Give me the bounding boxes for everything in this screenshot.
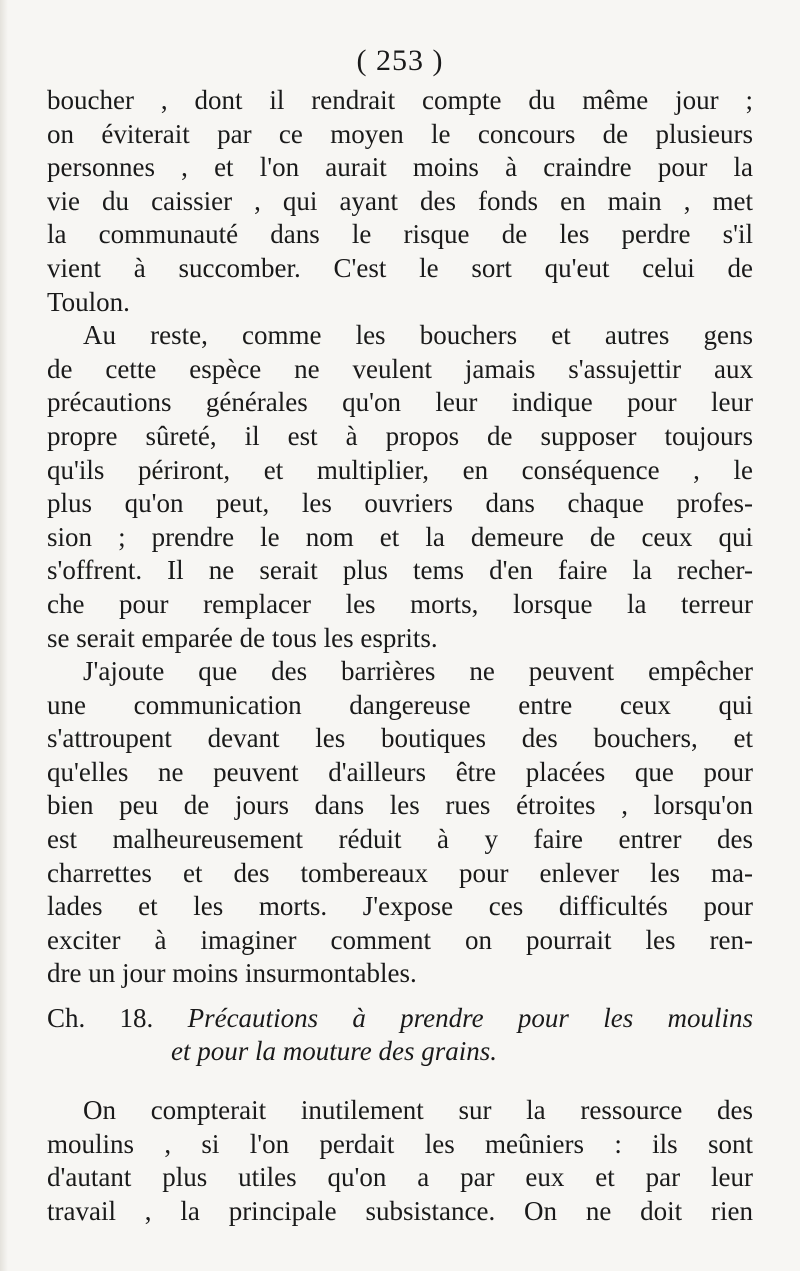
text-line: moulins , si l'on perdait les meûniers : ils sont (47, 1128, 753, 1159)
body-text (47, 84, 753, 991)
text-line: s'attroupent devant les boutiques des bouchers, et (47, 723, 753, 754)
text-line: est malheureusement réduit à y faire entrer des (47, 824, 753, 855)
text-line: dre un jour moins insurmontables. (47, 958, 417, 989)
text-line: se serait emparée de tous les esprits. (47, 622, 438, 653)
paragraph-2 (47, 319, 753, 655)
text-line: on éviterait par ce moyen le concours de plusieurs (47, 118, 753, 149)
chapter-title-line-1 (47, 1002, 753, 1035)
text-line: Toulon. (47, 286, 130, 317)
text-line: che pour remplacer les morts, lorsque la terreur (47, 588, 753, 619)
chapter-title-continued: et pour la mouture des grains. (171, 1036, 497, 1066)
chapter-number: Ch. 18. (47, 1003, 154, 1033)
text-line: On compterait inutilement sur la ressource des (83, 1095, 753, 1125)
text-line: exciter à imaginer comment on pourrait les ren- (47, 924, 753, 955)
text-line: qu'ils périront, et multiplier, en conséquence , le (47, 454, 753, 485)
text-line: J'ajoute que des barrières ne peuvent empêcher (83, 656, 753, 687)
text-line: bien peu de jours dans les rues étroites , lorsqu'on (47, 790, 753, 821)
text-line: boucher , dont il rendrait compte du même jour ; (47, 85, 753, 115)
text-line: propre sûreté, il est à propos de supposer toujours (47, 420, 753, 451)
body-text-2 (47, 1094, 753, 1228)
chapter-title-line-2 (47, 1035, 753, 1068)
paragraph-1 (47, 84, 753, 319)
text-line: la communauté dans le risque de les perdre s'il (47, 219, 753, 250)
text-line: Au reste, comme les bouchers et autres gens (83, 320, 753, 351)
text-line: qu'elles ne peuvent d'ailleurs être placées que pour (47, 756, 753, 787)
text-line: d'autant plus utiles qu'on a par eux et par leur (47, 1162, 753, 1193)
text-line: lades et les morts. J'expose ces difficultés pour (47, 891, 753, 922)
text-line: vie du caissier , qui ayant des fonds en main , met (47, 185, 753, 216)
text-line: précautions générales qu'on leur indique pour leur (47, 387, 753, 418)
text-line: travail , la principale subsistance. On ne doit rien (47, 1195, 753, 1226)
text-line: de cette espèce ne veulent jamais s'assujettir aux (47, 353, 753, 384)
text-line: charrettes et des tombereaux pour enlever les ma- (47, 857, 753, 888)
chapter-heading (47, 1002, 753, 1068)
scan-edge (0, 0, 8, 1271)
text-line: s'offrent. Il ne serait plus tems d'en faire la recher- (47, 555, 753, 586)
chapter-title: Précautions à prendre pour les moulins (187, 1003, 753, 1033)
text-line: vient à succomber. C'est le sort qu'eut celui de (47, 252, 753, 283)
paragraph-3 (47, 655, 753, 991)
text-line: sion ; prendre le nom et la demeure de ceux qui (47, 521, 753, 552)
page-number: ( 253 ) (356, 44, 444, 77)
text-line: personnes , et l'on aurait moins à craindre pour la (47, 152, 753, 183)
text-line: plus qu'on peut, les ouvriers dans chaque profes- (47, 488, 753, 519)
paragraph-4 (47, 1094, 753, 1228)
text-line: une communication dangereuse entre ceux qui (47, 689, 753, 720)
